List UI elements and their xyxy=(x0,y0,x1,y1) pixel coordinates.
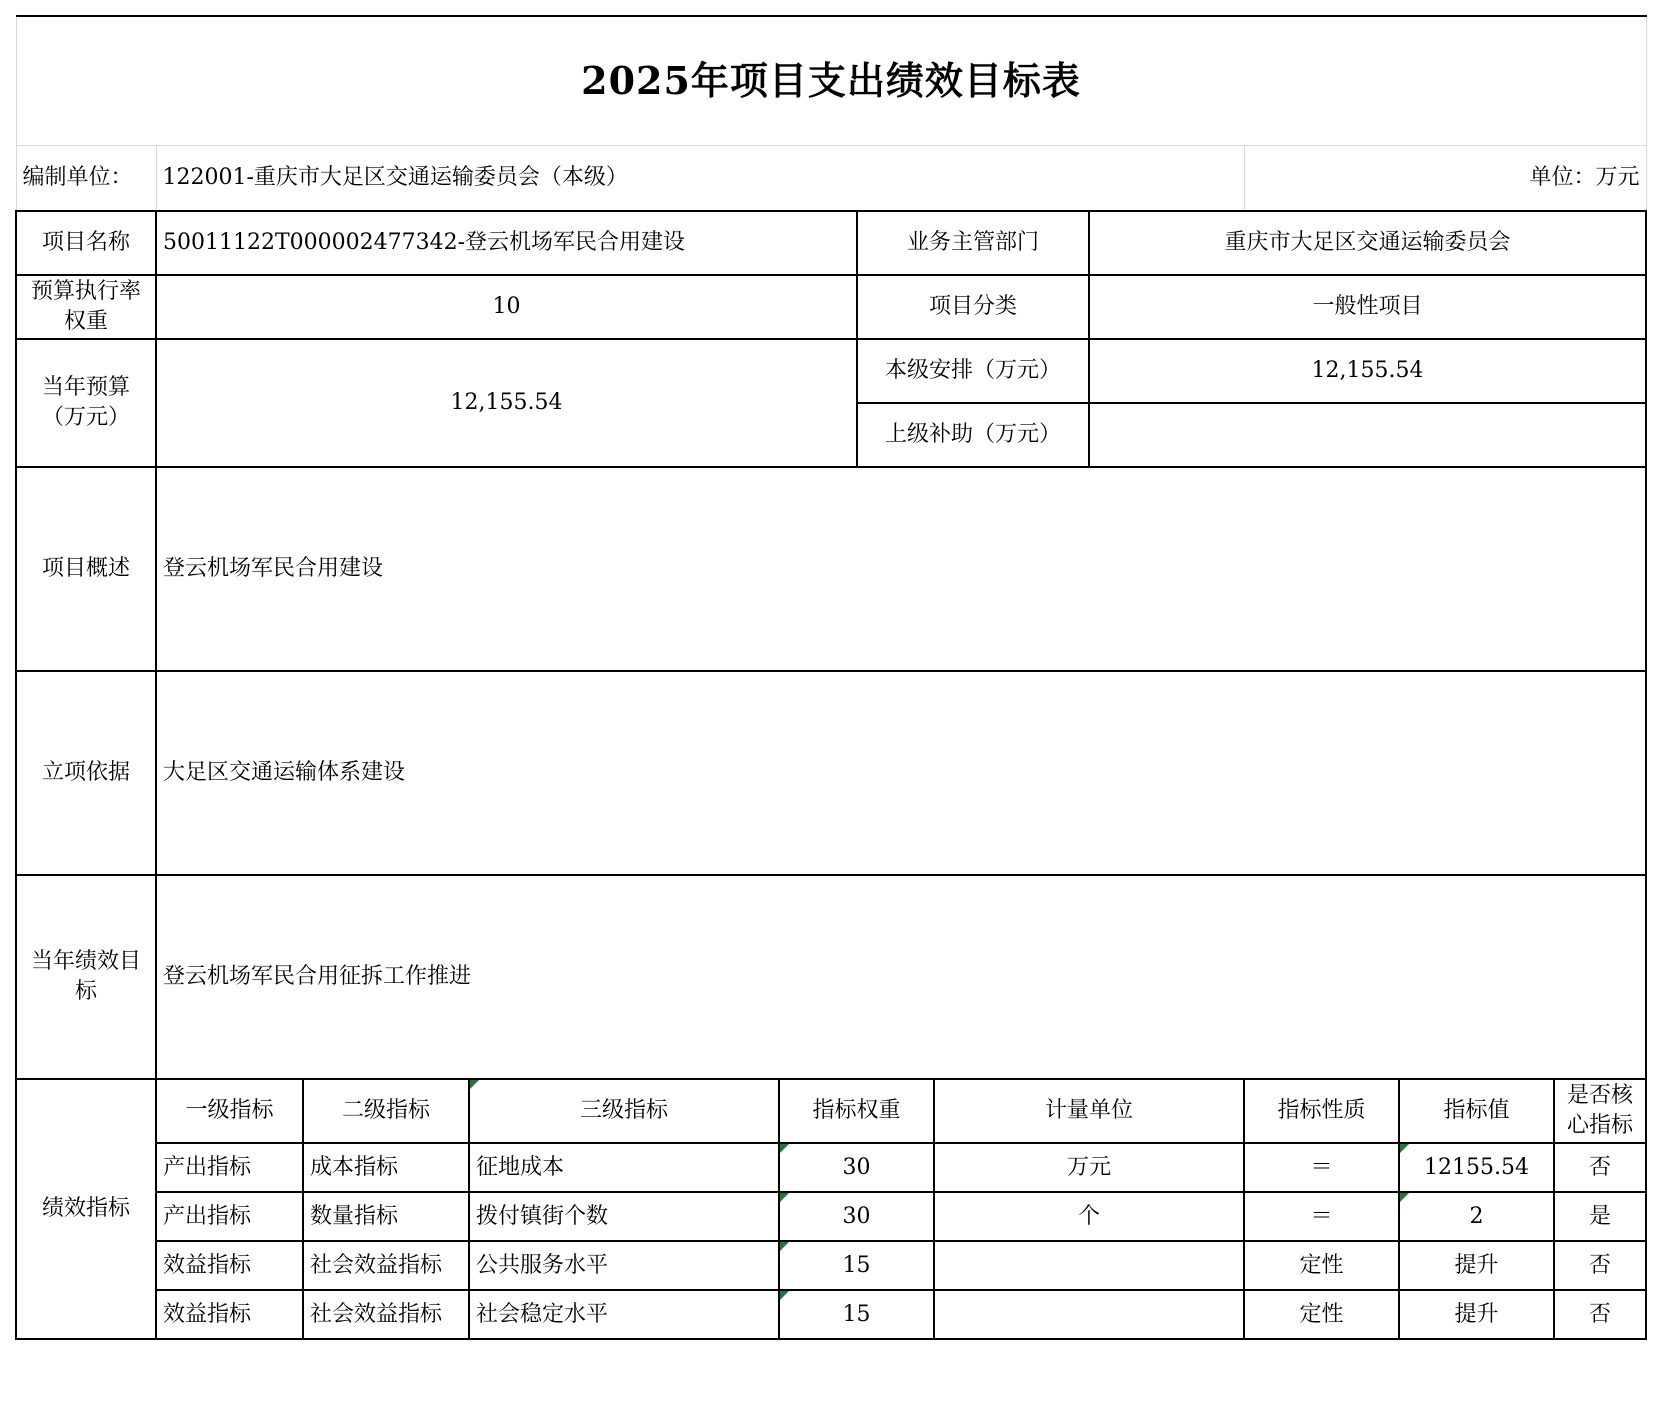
row-weight: 30 xyxy=(779,1143,934,1192)
header-value: 指标值 xyxy=(1399,1079,1554,1143)
header-weight: 指标权重 xyxy=(779,1079,934,1143)
row-value: 提升 xyxy=(1399,1241,1554,1290)
project-name-label: 项目名称 xyxy=(16,211,156,275)
department-value: 重庆市大足区交通运输委员会 xyxy=(1089,211,1646,275)
department-label: 业务主管部门 xyxy=(857,211,1089,275)
execution-rate-weight-value: 10 xyxy=(156,275,857,339)
row-value: 12155.54 xyxy=(1399,1143,1554,1192)
row-nature: 定性 xyxy=(1244,1241,1399,1290)
row-level3: 社会稳定水平 xyxy=(469,1290,779,1339)
project-basis-label: 立项依据 xyxy=(16,671,156,875)
row-level1: 产出指标 xyxy=(156,1143,303,1192)
row-level1: 效益指标 xyxy=(156,1241,303,1290)
table-row xyxy=(16,1192,1646,1241)
execution-rate-weight-label: 预算执行率权重 xyxy=(16,275,156,339)
row-core: 是 xyxy=(1554,1192,1646,1241)
indicators-section-label: 绩效指标 xyxy=(16,1079,156,1339)
project-category-label: 项目分类 xyxy=(857,275,1089,339)
row-weight: 15 xyxy=(779,1290,934,1339)
header-level2: 二级指标 xyxy=(303,1079,469,1143)
row-weight: 15 xyxy=(779,1241,934,1290)
table-row xyxy=(16,1290,1646,1339)
row-level2: 数量指标 xyxy=(303,1192,469,1241)
project-overview-label: 项目概述 xyxy=(16,467,156,671)
row-unit xyxy=(934,1290,1244,1339)
unit-value: 122001-重庆市大足区交通运输委员会（本级） xyxy=(156,146,1244,212)
project-overview-value: 登云机场军民合用建设 xyxy=(156,467,1646,671)
annual-goal-label: 当年绩效目标 xyxy=(16,875,156,1079)
header-level3: 三级指标 xyxy=(469,1079,779,1143)
upper-subsidy-value xyxy=(1089,403,1646,467)
project-category-value: 一般性项目 xyxy=(1089,275,1646,339)
row-nature: ＝ xyxy=(1244,1143,1399,1192)
row-level3: 征地成本 xyxy=(469,1143,779,1192)
annual-budget-value: 12,155.54 xyxy=(156,339,857,467)
performance-target-table xyxy=(15,15,1647,1340)
table-row xyxy=(16,1143,1646,1192)
project-basis-value: 大足区交通运输体系建设 xyxy=(156,671,1646,875)
table-row xyxy=(16,1241,1646,1290)
local-funding-value: 12,155.54 xyxy=(1089,339,1646,403)
row-nature: 定性 xyxy=(1244,1290,1399,1339)
unit-label: 编制单位： xyxy=(16,146,156,212)
row-level2: 成本指标 xyxy=(303,1143,469,1192)
row-unit: 万元 xyxy=(934,1143,1244,1192)
performance-target-sheet xyxy=(15,15,1645,1340)
page-title: 2025年项目支出绩效目标表 xyxy=(16,16,1646,146)
row-level3: 拨付镇街个数 xyxy=(469,1192,779,1241)
row-unit: 个 xyxy=(934,1192,1244,1241)
annual-budget-label: 当年预算（万元） xyxy=(16,339,156,467)
row-level2: 社会效益指标 xyxy=(303,1290,469,1339)
header-unit: 计量单位 xyxy=(934,1079,1244,1143)
annual-goal-value: 登云机场军民合用征拆工作推进 xyxy=(156,875,1646,1079)
upper-subsidy-label: 上级补助（万元） xyxy=(857,403,1089,467)
row-core: 否 xyxy=(1554,1143,1646,1192)
row-level3: 公共服务水平 xyxy=(469,1241,779,1290)
header-nature: 指标性质 xyxy=(1244,1079,1399,1143)
row-level2: 社会效益指标 xyxy=(303,1241,469,1290)
row-nature: ＝ xyxy=(1244,1192,1399,1241)
row-core: 否 xyxy=(1554,1290,1646,1339)
row-level1: 效益指标 xyxy=(156,1290,303,1339)
row-value: 2 xyxy=(1399,1192,1554,1241)
row-core: 否 xyxy=(1554,1241,1646,1290)
row-unit xyxy=(934,1241,1244,1290)
row-value: 提升 xyxy=(1399,1290,1554,1339)
header-core: 是否核心指标 xyxy=(1554,1079,1646,1143)
header-level1: 一级指标 xyxy=(156,1079,303,1143)
local-funding-label: 本级安排（万元） xyxy=(857,339,1089,403)
project-name-value: 50011122T000002477342-登云机场军民合用建设 xyxy=(156,211,857,275)
row-weight: 30 xyxy=(779,1192,934,1241)
currency-label: 单位：万元 xyxy=(1244,146,1646,212)
row-level1: 产出指标 xyxy=(156,1192,303,1241)
